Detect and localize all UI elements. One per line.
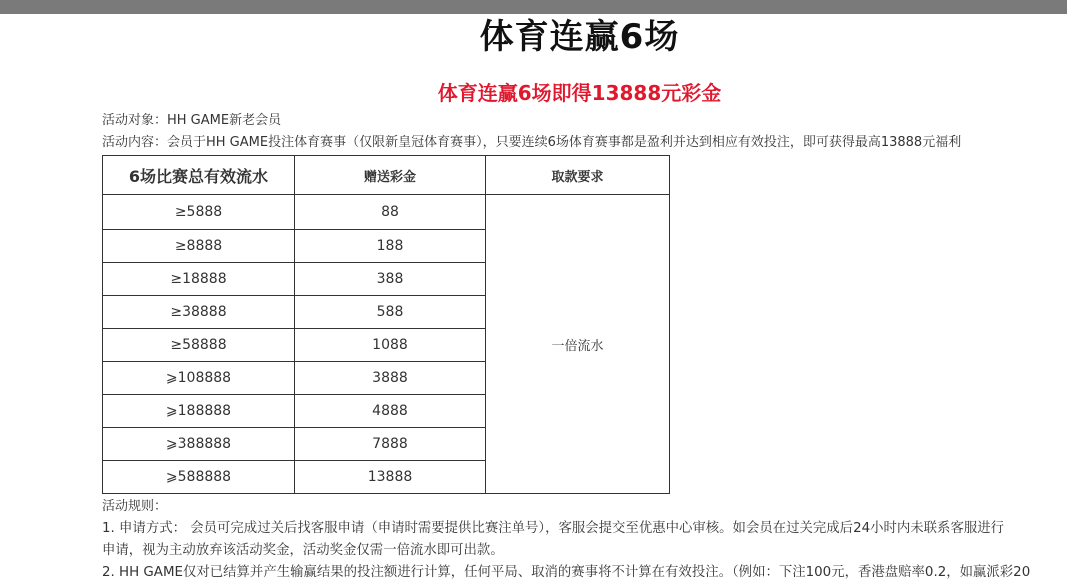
- turnover-cell: ⩾108888: [103, 362, 295, 395]
- bonus-cell: 13888: [295, 461, 486, 494]
- content-text: 活动内容：会员于HH GAME投注体育赛事（仅限新皇冠体育赛事），只要连续6场体育赛事都是盈利并达到相应有效投注，即可获得最高13888元福利: [102, 135, 962, 150]
- turnover-cell: ⩾188888: [103, 395, 295, 428]
- page-title: 体育连赢6场: [479, 17, 680, 57]
- rules-heading: 活动规则：: [102, 499, 168, 514]
- turnover-cell: ⩾388888: [103, 428, 295, 461]
- bonus-cell: 3888: [295, 362, 486, 395]
- header-withdraw: 取款要求: [486, 156, 670, 195]
- bonus-tier-table: [102, 155, 670, 494]
- bonus-cell: 7888: [295, 428, 486, 461]
- top-bar: [0, 0, 1067, 14]
- withdraw-requirement-cell: 一倍流水: [486, 195, 670, 494]
- turnover-cell: ≥18888: [103, 263, 295, 296]
- turnover-cell: ≥5888: [103, 195, 295, 230]
- promo-page: [0, 14, 1067, 580]
- header-turnover: 6场比赛总有效流水: [103, 156, 295, 195]
- bonus-cell: 1088: [295, 329, 486, 362]
- bonus-cell: 188: [295, 230, 486, 263]
- audience-text: 活动对象：HH GAME新老会员: [102, 113, 282, 128]
- rule-1-line-1: 1. 申请方式： 会员可完成过关后找客服申请（申请时需要提供比赛注单号），客服会提交至优惠中心审核。如会员在过关完成后24小时内未联系客服进行: [102, 521, 1005, 536]
- header-bonus: 赠送彩金: [295, 156, 486, 195]
- table-header-row: [103, 156, 670, 195]
- promo-subtitle: 体育连赢6场即得13888元彩金: [437, 81, 722, 105]
- turnover-cell: ≥58888: [103, 329, 295, 362]
- bonus-cell: 4888: [295, 395, 486, 428]
- bonus-cell: 588: [295, 296, 486, 329]
- turnover-cell: ⩾588888: [103, 461, 295, 494]
- rules-section: [102, 496, 1052, 584]
- rule-1-line-2: 申请，视为主动放弃该活动奖金，活动奖金仅需一倍流水即可出款。: [102, 543, 504, 558]
- bonus-cell: 388: [295, 263, 486, 296]
- turnover-cell: ≥38888: [103, 296, 295, 329]
- bonus-cell: 88: [295, 195, 486, 230]
- turnover-cell: ≥8888: [103, 230, 295, 263]
- table-row: [103, 195, 670, 230]
- rule-2-line-1: 2. HH GAME仅对已结算并产生输赢结果的投注额进行计算，任何平局、取消的赛事将不计算在有效投注。（例如：下注100元，香港盘赔率0.2，如赢派彩20: [102, 565, 1031, 580]
